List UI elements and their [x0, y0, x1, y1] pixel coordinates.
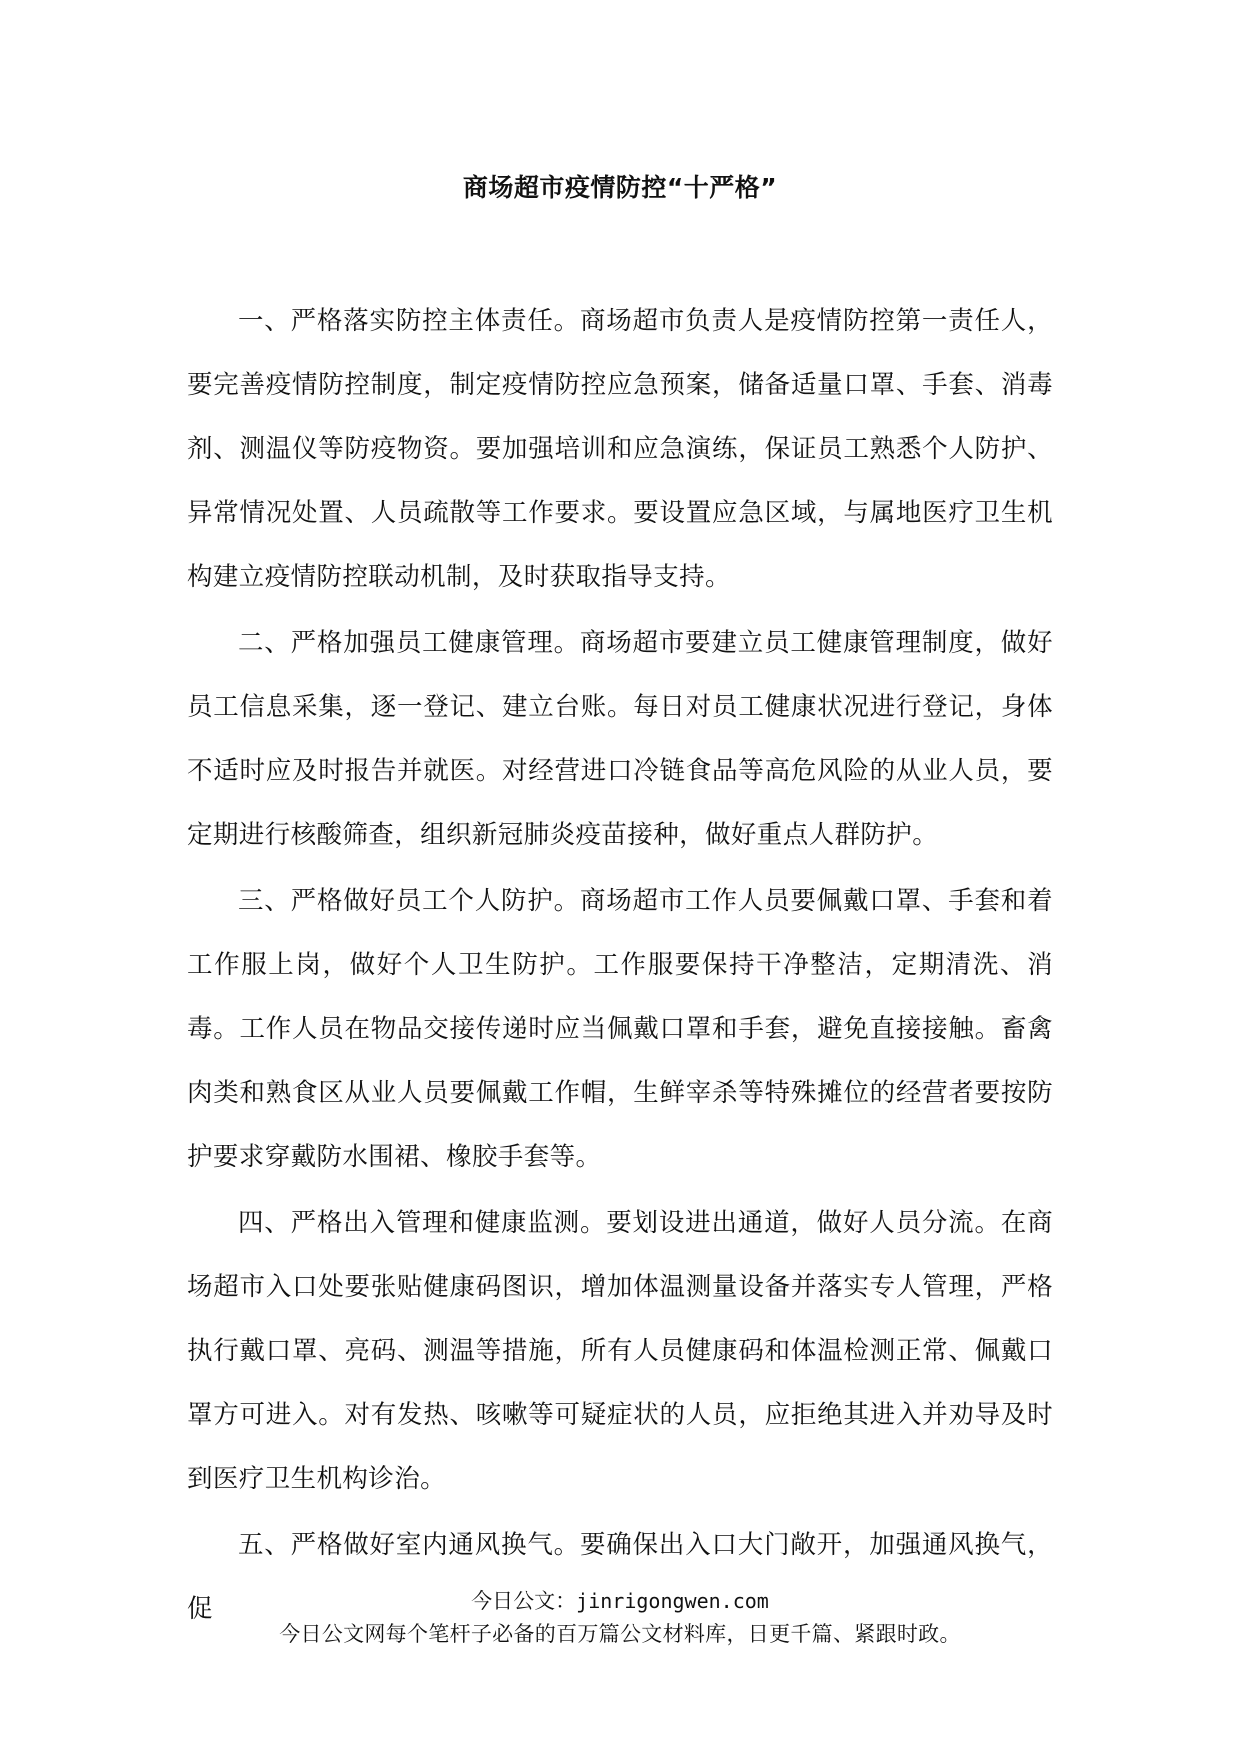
footer-tagline: 今日公文网每个笔杆子必备的百万篇公文材料库，日更千篇、紧跟时政。	[279, 1622, 961, 1646]
document-body	[187, 289, 1053, 1643]
paragraph-3: 三、严格做好员工个人防护。商场超市工作人员要佩戴口罩、手套和着工作服上岗，做好个人卫生防护。工作服要保持干净整洁，定期清洗、消毒。工作人员在物品交接传递时应当佩戴口罩和手套，避免直接接触。畜禽肉类和熟食区从业人员要佩戴工作帽，生鲜宰杀等特殊摊位的经营者要按防护要求穿戴防水围裙、橡胶手套等。	[187, 886, 1053, 1172]
paragraph-5: 五、严格做好室内通风换气。要确保出入口大门敞开，加强通风换气，促	[187, 1530, 1053, 1624]
paragraph-1: 一、严格落实防控主体责任。商场超市负责人是疫情防控第一责任人，要完善疫情防控制度，制定疫情防控应急预案，储备适量口罩、手套、消毒剂、测温仪等防疫物资。要加强培训和应急演练，保证员工熟悉个人防护、异常情况处置、人员疏散等工作要求。要设置应急区域，与属地医疗卫生机构建立疫情防控联动机制，及时获取指导支持。	[187, 306, 1053, 592]
footer-site-label: 今日公文：	[471, 1589, 577, 1613]
paragraph-2: 二、严格加强员工健康管理。商场超市要建立员工健康管理制度，做好员工信息采集，逐一登记、建立台账。每日对员工健康状况进行登记，身体不适时应及时报告并就医。对经营进口冷链食品等高危风险的从业人员，要定期进行核酸筛查，组织新冠肺炎疫苗接种，做好重点人群防护。	[187, 628, 1053, 850]
document-title: 商场超市疫情防控“十严格”	[462, 173, 778, 202]
paragraph-4: 四、严格出入管理和健康监测。要划设进出通道，做好人员分流。在商场超市入口处要张贴健康码图识，增加体温测量设备并落实专人管理，严格执行戴口罩、亮码、测温等措施，所有人员健康码和体温检测正常、佩戴口罩方可进入。对有发热、咳嗽等可疑症状的人员，应拒绝其进入并劝导及时到医疗卫生机构诊治。	[187, 1208, 1053, 1494]
footer-site	[0, 1585, 1240, 1615]
footer-site-url[interactable]: jinrigongwen.com	[576, 1589, 769, 1613]
